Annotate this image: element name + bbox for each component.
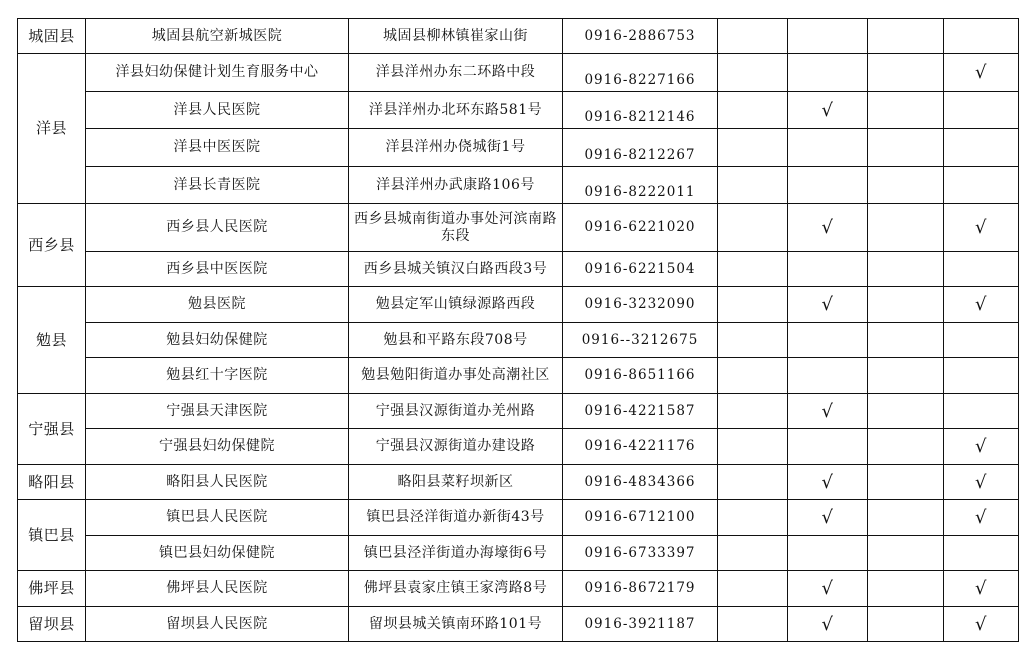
check-mark: √ — [944, 465, 1019, 500]
county-cell: 西乡县 — [18, 204, 86, 287]
check-mark: √ — [944, 287, 1019, 323]
hospital-name-cell: 洋县妇幼保健计划生育服务中心 — [86, 54, 349, 92]
table-row — [18, 607, 1019, 642]
empty-cell — [718, 358, 788, 394]
hospital-name-cell: 洋县长青医院 — [86, 167, 349, 204]
empty-cell — [944, 92, 1019, 129]
address-cell: 洋县洋州办东二环路中段 — [349, 54, 563, 92]
table-row — [18, 129, 1019, 167]
empty-cell — [718, 252, 788, 287]
hospital-name-cell: 勉县医院 — [86, 287, 349, 323]
empty-cell — [868, 129, 944, 167]
empty-cell — [788, 129, 868, 167]
phone-cell: 0916-8651166 — [563, 358, 718, 394]
check-mark: √ — [788, 92, 868, 129]
phone-cell: 0916-6733397 — [563, 536, 718, 571]
hospital-name-cell: 西乡县人民医院 — [86, 204, 349, 252]
check-mark: √ — [788, 571, 868, 607]
empty-cell — [718, 92, 788, 129]
empty-cell — [868, 167, 944, 204]
empty-cell — [788, 54, 868, 92]
county-cell: 洋县 — [18, 54, 86, 204]
empty-cell — [868, 204, 944, 252]
empty-cell — [944, 167, 1019, 204]
phone-cell: 0916-8227166 — [563, 54, 718, 92]
empty-cell — [944, 323, 1019, 358]
table-row — [18, 19, 1019, 54]
empty-cell — [718, 500, 788, 536]
empty-cell — [718, 607, 788, 642]
table-row — [18, 252, 1019, 287]
phone-cell: 0916-2886753 — [563, 19, 718, 54]
empty-cell — [718, 287, 788, 323]
county-cell: 勉县 — [18, 287, 86, 394]
empty-cell — [788, 19, 868, 54]
hospital-name-cell: 略阳县人民医院 — [86, 465, 349, 500]
empty-cell — [944, 19, 1019, 54]
check-mark: √ — [788, 204, 868, 252]
address-cell: 留坝县城关镇南环路101号 — [349, 607, 563, 642]
address-cell: 勉县定军山镇绿源路西段 — [349, 287, 563, 323]
empty-cell — [868, 92, 944, 129]
address-cell: 略阳县菜籽坝新区 — [349, 465, 563, 500]
address-cell: 宁强县汉源街道办建设路 — [349, 429, 563, 465]
empty-cell — [788, 429, 868, 465]
hospital-table — [17, 18, 1019, 642]
address-cell: 城固县柳林镇崔家山街 — [349, 19, 563, 54]
table-row — [18, 54, 1019, 92]
county-cell: 留坝县 — [18, 607, 86, 642]
hospital-name-cell: 镇巴县妇幼保健院 — [86, 536, 349, 571]
table-row — [18, 287, 1019, 323]
check-mark: √ — [944, 500, 1019, 536]
county-cell: 略阳县 — [18, 465, 86, 500]
hospital-name-cell: 洋县人民医院 — [86, 92, 349, 129]
phone-cell: 0916-4834366 — [563, 465, 718, 500]
hospital-name-cell: 宁强县天津医院 — [86, 394, 349, 429]
empty-cell — [718, 204, 788, 252]
empty-cell — [868, 429, 944, 465]
table-row — [18, 429, 1019, 465]
empty-cell — [868, 358, 944, 394]
table-row — [18, 204, 1019, 252]
empty-cell — [718, 129, 788, 167]
county-cell: 镇巴县 — [18, 500, 86, 571]
empty-cell — [868, 19, 944, 54]
empty-cell — [788, 167, 868, 204]
phone-cell: 0916-6221020 — [563, 204, 718, 252]
hospital-name-cell: 镇巴县人民医院 — [86, 500, 349, 536]
empty-cell — [868, 500, 944, 536]
empty-cell — [718, 167, 788, 204]
check-mark: √ — [944, 429, 1019, 465]
hospital-name-cell: 佛坪县人民医院 — [86, 571, 349, 607]
address-cell: 西乡县城关镇汉白路西段3号 — [349, 252, 563, 287]
table-row — [18, 92, 1019, 129]
hospital-name-cell: 勉县红十字医院 — [86, 358, 349, 394]
empty-cell — [788, 358, 868, 394]
address-cell: 佛坪县袁家庄镇王家湾路8号 — [349, 571, 563, 607]
empty-cell — [788, 252, 868, 287]
table-row — [18, 394, 1019, 429]
phone-cell: 0916-4221176 — [563, 429, 718, 465]
empty-cell — [718, 323, 788, 358]
phone-cell: 0916-8222011 — [563, 167, 718, 204]
empty-cell — [718, 54, 788, 92]
phone-cell: 0916-3232090 — [563, 287, 718, 323]
phone-cell: 0916-4221587 — [563, 394, 718, 429]
empty-cell — [718, 19, 788, 54]
empty-cell — [944, 394, 1019, 429]
empty-cell — [868, 571, 944, 607]
empty-cell — [944, 358, 1019, 394]
check-mark: √ — [788, 607, 868, 642]
table-row — [18, 358, 1019, 394]
empty-cell — [944, 129, 1019, 167]
empty-cell — [868, 394, 944, 429]
hospital-name-cell: 西乡县中医医院 — [86, 252, 349, 287]
table-row — [18, 571, 1019, 607]
address-cell: 勉县勉阳街道办事处高潮社区 — [349, 358, 563, 394]
check-mark: √ — [788, 500, 868, 536]
empty-cell — [788, 536, 868, 571]
hospital-name-cell: 洋县中医医院 — [86, 129, 349, 167]
address-cell: 镇巴县泾洋街道办海壕街6号 — [349, 536, 563, 571]
empty-cell — [944, 252, 1019, 287]
hospital-name-cell: 勉县妇幼保健院 — [86, 323, 349, 358]
phone-cell: 0916--3212675 — [563, 323, 718, 358]
empty-cell — [868, 323, 944, 358]
hospital-name-cell: 留坝县人民医院 — [86, 607, 349, 642]
address-cell: 镇巴县泾洋街道办新街43号 — [349, 500, 563, 536]
address-cell: 宁强县汉源街道办羌州路 — [349, 394, 563, 429]
empty-cell — [718, 536, 788, 571]
empty-cell — [788, 323, 868, 358]
address-cell: 洋县洋州办武康路106号 — [349, 167, 563, 204]
empty-cell — [718, 394, 788, 429]
empty-cell — [868, 54, 944, 92]
check-mark: √ — [788, 287, 868, 323]
phone-cell: 0916-8672179 — [563, 571, 718, 607]
check-mark: √ — [788, 465, 868, 500]
empty-cell — [718, 571, 788, 607]
county-cell: 佛坪县 — [18, 571, 86, 607]
address-cell: 洋县洋州办侥城街1号 — [349, 129, 563, 167]
empty-cell — [944, 536, 1019, 571]
address-cell: 洋县洋州办北环东路581号 — [349, 92, 563, 129]
check-mark: √ — [944, 54, 1019, 92]
check-mark: √ — [944, 607, 1019, 642]
hospital-name-cell: 城固县航空新城医院 — [86, 19, 349, 54]
phone-cell: 0916-6221504 — [563, 252, 718, 287]
empty-cell — [718, 465, 788, 500]
check-mark: √ — [944, 204, 1019, 252]
county-cell: 宁强县 — [18, 394, 86, 465]
hospital-name-cell: 宁强县妇幼保健院 — [86, 429, 349, 465]
empty-cell — [718, 429, 788, 465]
table-row — [18, 536, 1019, 571]
check-mark: √ — [788, 394, 868, 429]
empty-cell — [868, 287, 944, 323]
check-mark: √ — [944, 571, 1019, 607]
table-row — [18, 465, 1019, 500]
table-row — [18, 167, 1019, 204]
phone-cell: 0916-8212146 — [563, 92, 718, 129]
table-row — [18, 323, 1019, 358]
empty-cell — [868, 536, 944, 571]
phone-cell: 0916-3921187 — [563, 607, 718, 642]
address-cell: 勉县和平路东段708号 — [349, 323, 563, 358]
empty-cell — [868, 607, 944, 642]
phone-cell: 0916-8212267 — [563, 129, 718, 167]
table-row — [18, 500, 1019, 536]
empty-cell — [868, 252, 944, 287]
address-cell: 西乡县城南街道办事处河滨南路东段 — [349, 204, 563, 252]
county-cell: 城固县 — [18, 19, 86, 54]
empty-cell — [868, 465, 944, 500]
phone-cell: 0916-6712100 — [563, 500, 718, 536]
